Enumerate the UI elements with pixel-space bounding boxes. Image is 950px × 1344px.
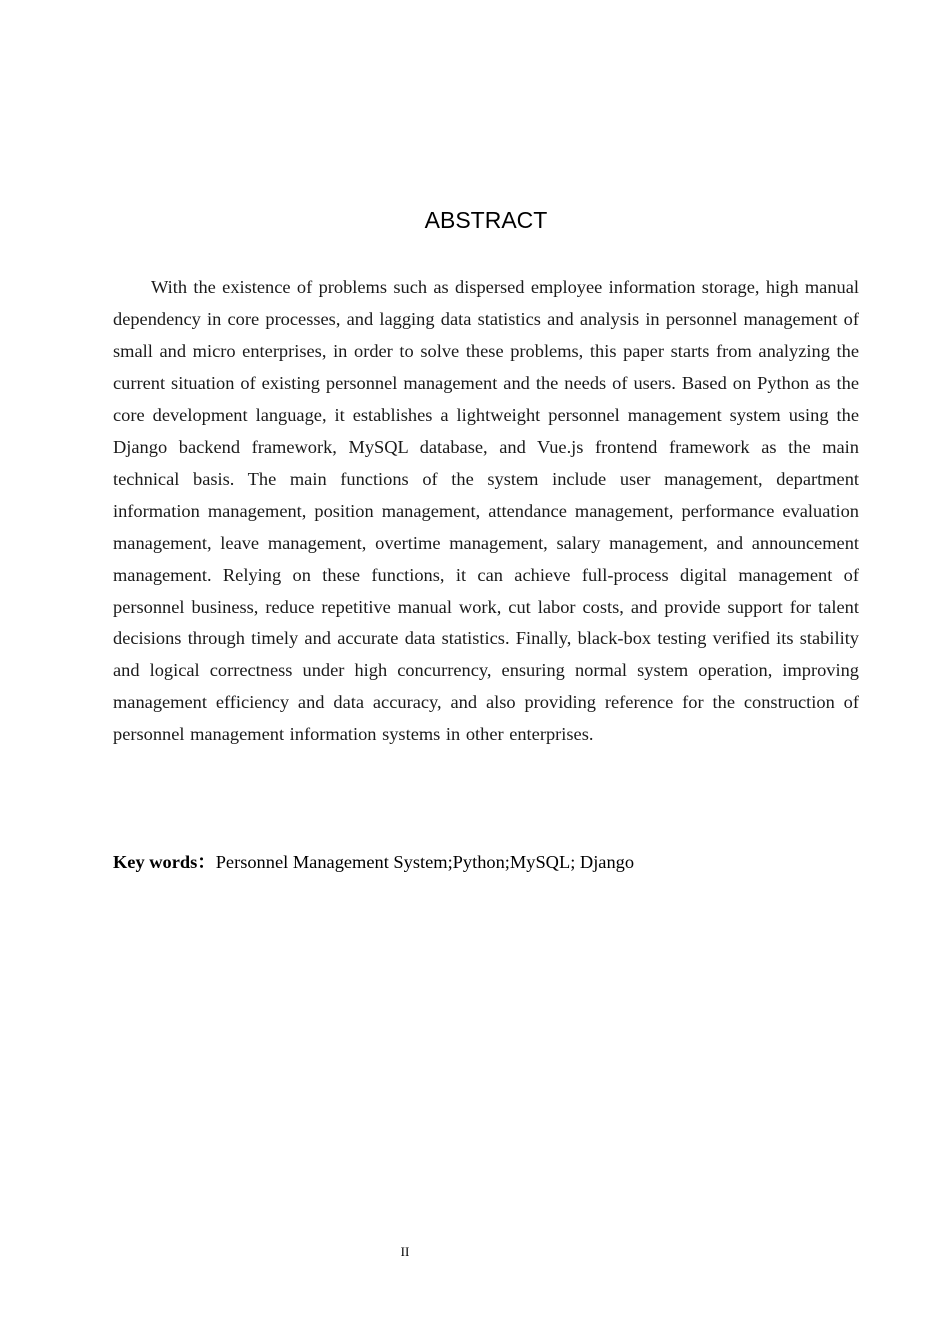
abstract-title: ABSTRACT [424, 207, 548, 233]
keywords-line [113, 848, 859, 876]
abstract-body: With the existence of problems such as dispersed employee information storage, high manual dependency in core processes, and lagging data statistics and analysis in personnel management of small and micro enterprises, in order to solve these problems, this paper starts from analyzing the current situation of existing personnel management and the needs of users. Based on Python as the core development language, it establishes a lightweight personnel management system using the Django backend framework, MySQL database, and Vue.js frontend framework as the main technical basis. The main functions of the system include user management, department information management, position management, attendance management, performance evaluation management, leave management, overtime management, salary management, and announcement management. Relying on these functions, it can achieve full-process digital management of personnel business, reduce repetitive manual work, cut labor costs, and provide support for talent decisions through timely and accurate data statistics. Finally, black-box testing verified its stability and logical correctness under high concurrency, ensuring normal system operation, improving management efficiency and data accuracy, and also providing reference for the construction of personnel management information systems in other enterprises. [113, 277, 859, 745]
keywords-label: Key words： [113, 852, 216, 872]
keywords-value: Personnel Management System;Python;MySQL; Django [215, 852, 635, 872]
page-number: II [400, 1244, 410, 1259]
